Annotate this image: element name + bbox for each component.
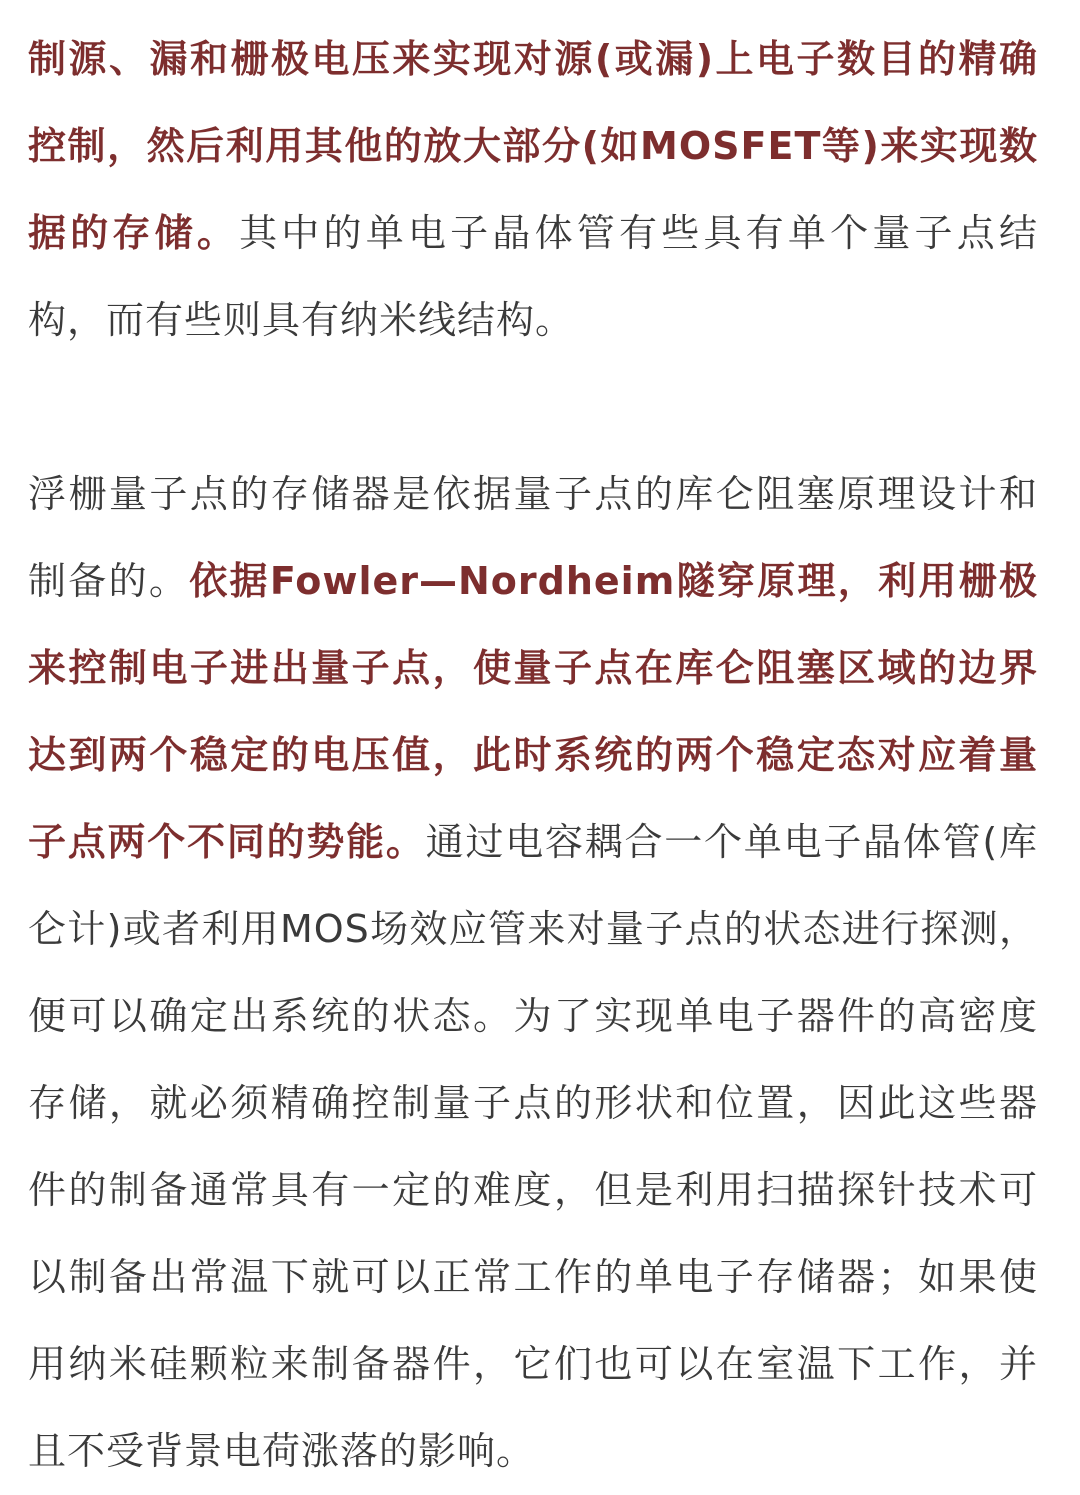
article-body [28,16,1038,1495]
body-text: 浮栅量子点的存储器是依据量子点的库仑阻塞原理设计和制备的。 [28,472,1038,603]
paragraph-2 [28,451,1038,1495]
body-text: 通过电容耦合一个单电子晶体管(库仑计)或者利用MOS场效应管来对量子点的状态进行探测，便可以确定出系统的状态。为了实现单电子器件的高密度存储，就必须精确控制量子点的形状和位置，因此这些器件的制备通常具有一定的难度，但是利用扫描探针技术可以制备出常温下就可以正常工作的单电子存储器；如果使用纳米硅颗粒来制备器件，它们也可以在室温下工作，并且不受背景电荷涨落的影响。 [28,820,1038,1473]
highlighted-text: 制源、漏和栅极电压来实现对源(或漏)上电子数目的精确控制，然后利用其他的放大部分(如MOSFET等)来实现数据的存储。 [28,37,1038,255]
paragraph-1 [28,16,1038,364]
highlighted-text: 依据Fowler—Nordheim隧穿原理，利用栅极来控制电子进出量子点，使量子点在库仑阻塞区域的边界达到两个稳定的电压值，此时系统的两个稳定态对应着量子点两个不同的势能。 [28,559,1038,864]
body-text: 其中的单电子晶体管有些具有单个量子点结构，而有些则具有纳米线结构。 [28,211,1038,342]
